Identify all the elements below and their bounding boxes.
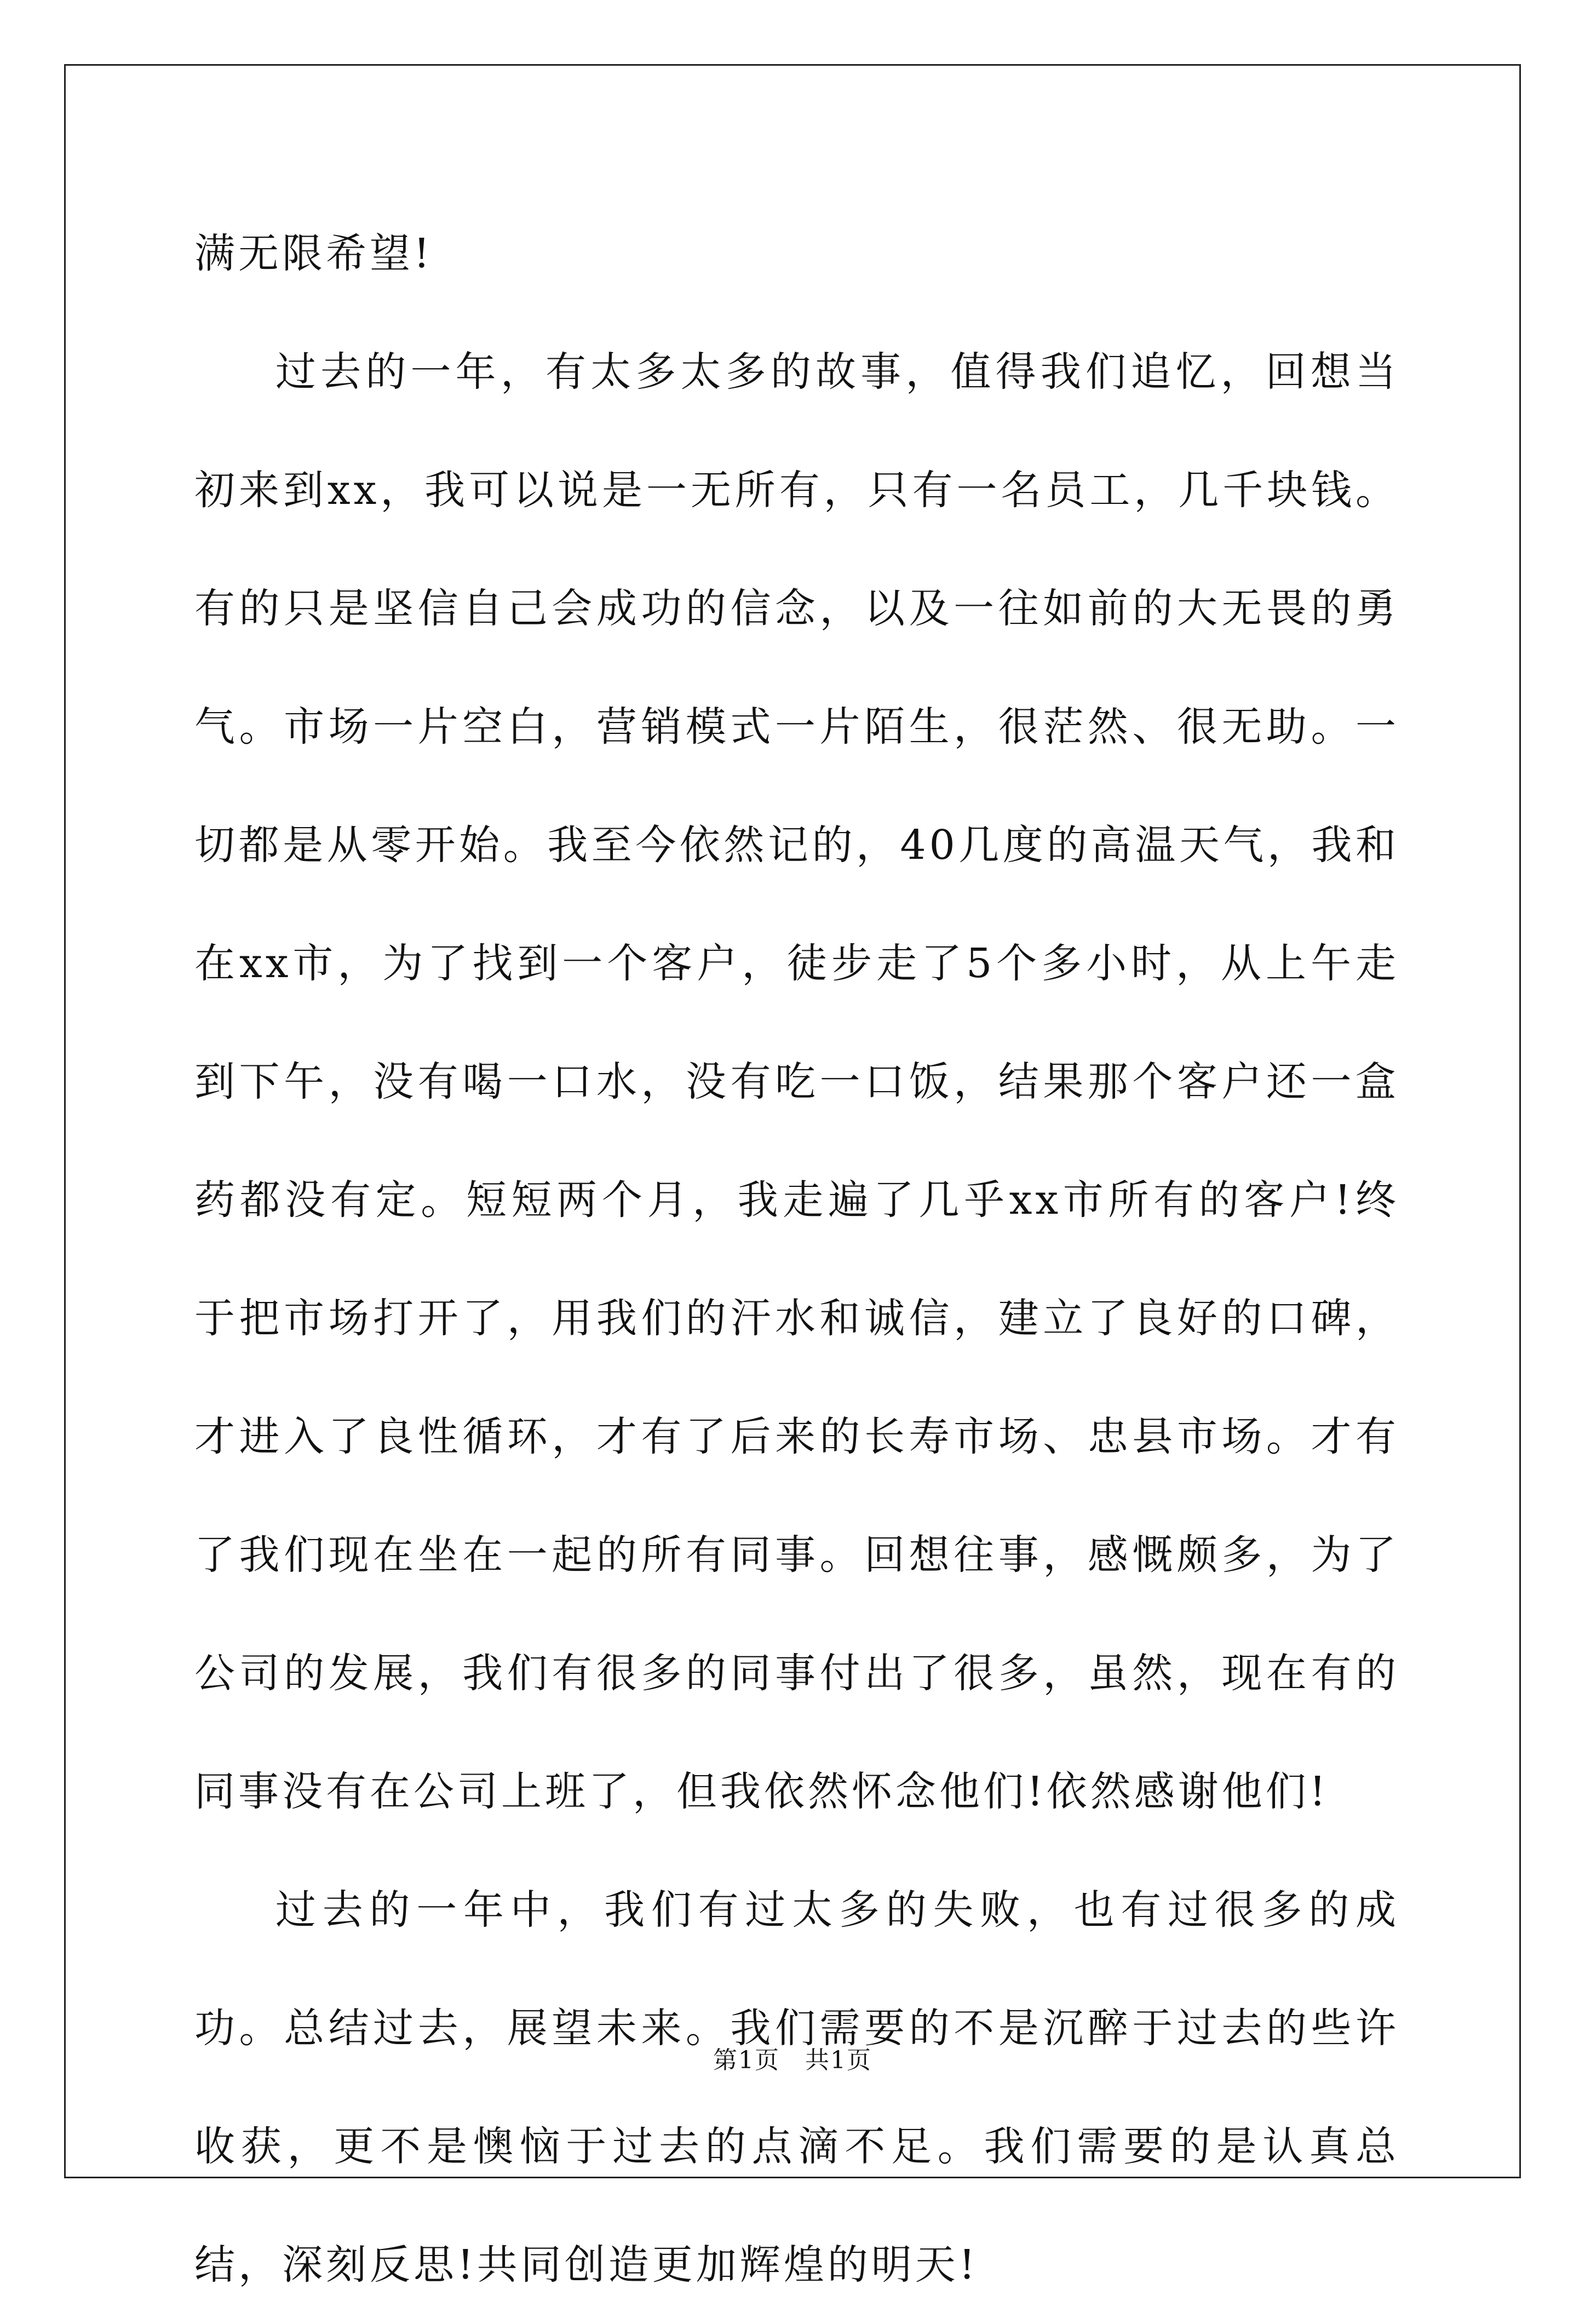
paragraph-3: 过去的一年中，我们有过太多的失败，也有过很多的成功。总结过去，展望未来。我们需要的不是沉醉于过去的些许收获，更不是懊恼于过去的点滴不足。我们需要的是认真总结，深刻反思!共同创造更加辉煌的明天! <box>194 1886 1399 2288</box>
paragraph-1: 满无限希望! <box>194 230 433 277</box>
document-body <box>194 194 1399 2324</box>
page-number-footer: 第1页 共1页 <box>713 2046 872 2074</box>
paragraph-2: 过去的一年，有太多太多的故事，值得我们追忆，回想当初来到xx，我可以说是一无所有，只有一名员工，几千块钱。有的只是坚信自己会成功的信念，以及一往如前的大无畏的勇气。市场一片空白，营销模式一片陌生，很茫然、很无助。一切都是从零开始。我至今依然记的，40几度的高温天气，我和在xx市，为了找到一个客户，徒步走了5个多小时，从上午走到下午，没有喝一口水，没有吃一口饭，结果那个客户还一盒药都没有定。短短两个月，我走遍了几乎xx市所有的客户!终于把市场打开了，用我们的汗水和诚信，建立了良好的口碑，才进入了良性循环，才有了后来的长寿市场、忠县市场。才有了我们现在坐在一起的所有同事。回想往事，感慨颇多，为了公司的发展，我们有很多的同事付出了很多，虽然，现在有的同事没有在公司上班了，但我依然怀念他们!依然感谢他们! <box>194 348 1399 1815</box>
